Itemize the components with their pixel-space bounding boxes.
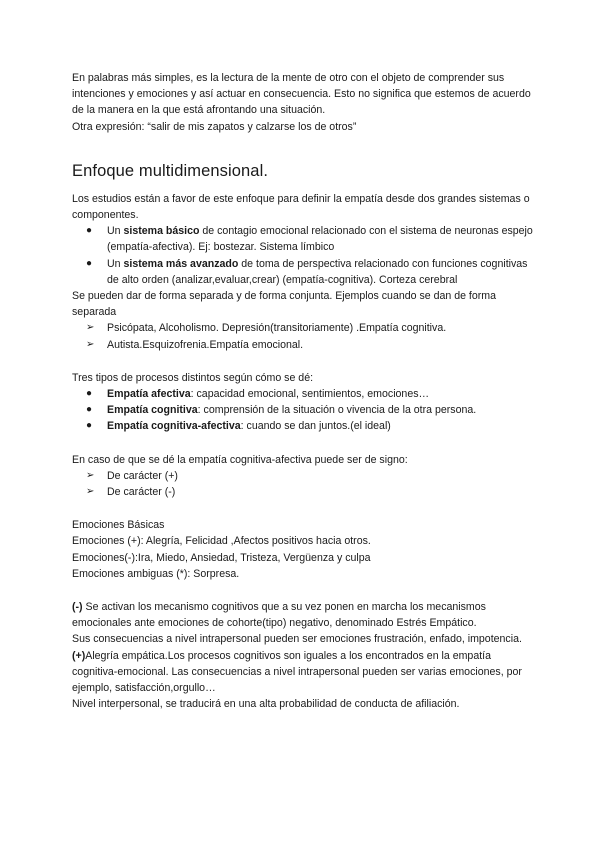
arrow-bullet-icon: ➢ bbox=[86, 486, 95, 498]
separate-paragraph: Se pueden dar de forma separada y de forma conjunta. Ejemplos cuando se dan de forma separada bbox=[72, 290, 497, 319]
document-body bbox=[72, 70, 534, 713]
bold-term: Empatía cognitiva bbox=[107, 404, 198, 417]
bold-term: sistema básico bbox=[123, 225, 200, 238]
intro-paragraph: En palabras más simples, es la lectura de la mente de otro con el objeto de comprender sus intenciones y emociones y así actuar en consecuencia. Esto no significa que estemos de acuerdo de la manera en la que está afrontando una situación. bbox=[72, 72, 531, 117]
bullet-icon: ● bbox=[86, 225, 93, 237]
intro-expression: Otra expresión: “salir de mis zapatos y calzarse los de otros” bbox=[72, 120, 357, 133]
negative-tag: (-) bbox=[72, 601, 83, 614]
positive-tag: (+) bbox=[72, 649, 86, 662]
emotions-positive: Emociones (+): Alegría, Felicidad ,Afectos positivos hacia otros. bbox=[72, 535, 371, 548]
list-item: ➢ Psicópata, Alcoholismo. Depresión(transitoriamente) .Empatía cognitiva. bbox=[72, 320, 534, 336]
interpersonal-paragraph: Nivel interpersonal, se traducirá en una alta probabilidad de conducta de afiliación. bbox=[72, 698, 460, 711]
emotions-ambiguous: Emociones ambiguas (*): Sorpresa. bbox=[72, 567, 240, 580]
types-list bbox=[72, 386, 534, 435]
list-item: ● Empatía cognitiva-afectiva: cuando se dan juntos.(el ideal) bbox=[72, 418, 534, 434]
sign-intro: En caso de que se dé la empatía cognitiva-afectiva puede ser de signo: bbox=[72, 453, 408, 466]
bold-term: Empatía cognitiva-afectiva bbox=[107, 420, 241, 433]
list-item: ➢ De carácter (+) bbox=[72, 468, 534, 484]
list-item: ● Empatía afectiva: capacidad emocional, sentimientos, emociones… bbox=[72, 386, 534, 402]
list-item: ● Empatía cognitiva: comprensión de la situación o vivencia de la otra persona. bbox=[72, 402, 534, 418]
bullet-icon: ● bbox=[86, 404, 93, 416]
studies-paragraph: Los estudios están a favor de este enfoque para definir la empatía desde dos grandes sistemas o componentes. bbox=[72, 192, 530, 222]
examples-list bbox=[72, 320, 534, 352]
signs-list bbox=[72, 468, 534, 500]
list-item: ➢ Autista.Esquizofrenia.Empatía emocional. bbox=[72, 337, 534, 353]
list-item: ● Un sistema básico de contagio emocional relacionado con el sistema de neuronas espejo (empatía-afectiva). Ej: bostezar. Sistema límbico bbox=[86, 225, 533, 254]
emotions-title: Emociones Básicas bbox=[72, 519, 165, 532]
negative-consequences: Sus consecuencias a nivel intrapersonal pueden ser emociones frustración, enfado, impotencia. bbox=[72, 633, 522, 646]
negative-empathy-paragraph: (-) Se activan los mecanismo cognitivos que a su vez ponen en marcha los mecanismos emocionales ante emociones de cohorte(tipo) negativo, denominado Estrés Empático. bbox=[72, 601, 486, 630]
positive-empathy-paragraph: (+)Alegría empática.Los procesos cognitivos son iguales a los encontrados en la empatía cognitiva-emocional. Las consecuencias a nivel intrapersonal pueden ser varias emociones, por ejemplo, satisfacción,orgullo… bbox=[72, 649, 522, 695]
arrow-bullet-icon: ➢ bbox=[86, 322, 95, 334]
bullet-icon: ● bbox=[86, 420, 93, 432]
systems-list bbox=[72, 223, 534, 288]
arrow-bullet-icon: ➢ bbox=[86, 338, 95, 350]
section-heading: Enfoque multidimensional. bbox=[72, 161, 269, 180]
arrow-bullet-icon: ➢ bbox=[86, 469, 95, 481]
list-item: ➢ De carácter (-) bbox=[72, 484, 534, 500]
emotions-negative: Emociones(-):Ira, Miedo, Ansiedad, Tristeza, Vergüenza y culpa bbox=[72, 551, 371, 564]
bold-term: sistema más avanzado bbox=[123, 257, 239, 270]
list-item: ● Un sistema más avanzado de toma de perspectiva relacionado con funciones cognitivas de alto orden (analizar,evaluar,crear) (empatía-cognitiva). Corteza cerebral bbox=[86, 257, 528, 286]
bold-term: Empatía afectiva bbox=[107, 388, 191, 401]
bullet-icon: ● bbox=[86, 388, 93, 400]
bullet-icon: ● bbox=[86, 257, 93, 269]
types-intro: Tres tipos de procesos distintos según cómo se dé: bbox=[72, 371, 314, 384]
